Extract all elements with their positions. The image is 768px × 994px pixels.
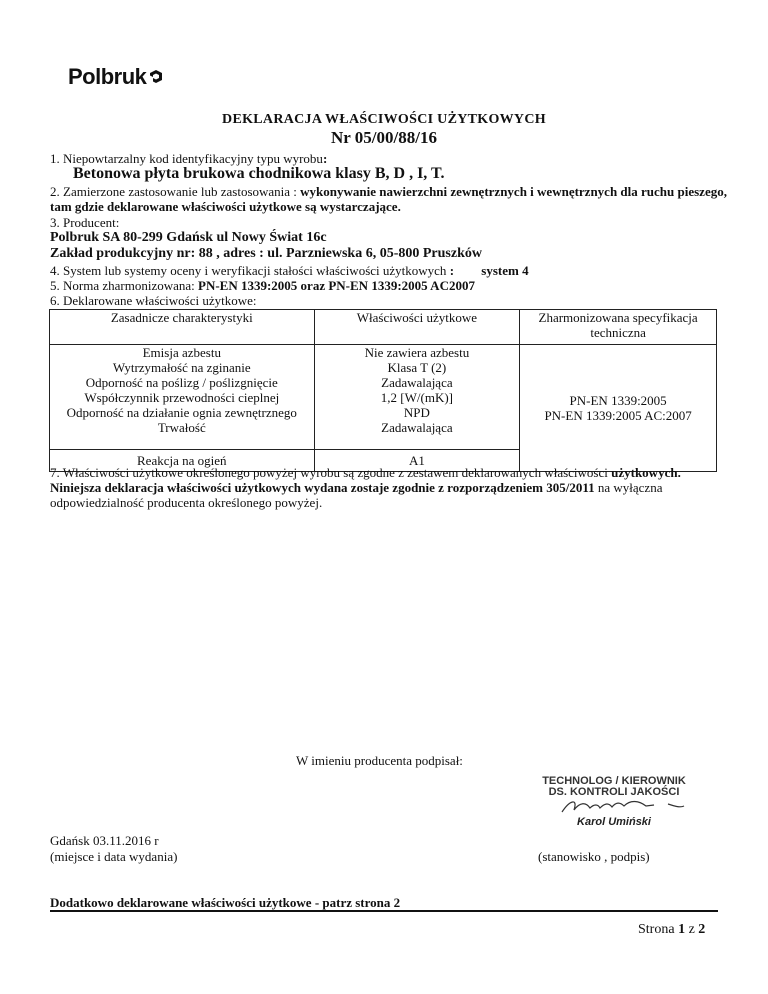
product-name: Betonowa płyta brukowa chodnikowa klasy B, D , I, T.: [73, 165, 445, 182]
additional-note: Dodatkowo deklarowane właściwości użytkowe - patrz strona 2: [50, 895, 401, 910]
characteristic-item: Odporność na poślizg / poślizgnięcie: [85, 375, 278, 390]
section-5-value: PN-EN 1339:2005 oraz PN-EN 1339:2005 AC2007: [198, 278, 475, 293]
page-of: z: [685, 922, 699, 937]
value-item: Klasa T (2): [387, 360, 447, 375]
section-2-value: wykonywanie nawierzchni zewnętrznych i wewnętrznych dla ruchu pieszego, tam gdzie deklarowane właściwości użytkowe są wystarczające.: [50, 184, 727, 214]
section-7-part1: 7. Właściwości użytkowe określonego powyżej wyrobu są zgodne z zestawem deklarowanych właściwości: [50, 465, 612, 480]
producer-address: Polbruk SA 80-299 Gdańsk ul Nowy Świat 16c: [50, 230, 327, 245]
section-4-colon: :: [446, 263, 455, 278]
value-item: NPD: [403, 405, 430, 420]
section-2: [50, 184, 730, 214]
section-1: [50, 151, 327, 166]
section-7-part3: na wyłączna odpowiedzialność producenta określonego powyżej.: [50, 480, 663, 510]
characteristic-item: Reakcja na ogień: [50, 450, 315, 472]
value-item: A1: [314, 450, 520, 472]
section-4-label: 4. System lub systemy oceny i weryfikacji stałości właściwości użytkowych: [50, 263, 447, 278]
signature-label: W imieniu producenta podpisał:: [296, 753, 463, 768]
company-logo: [68, 64, 163, 90]
section-7-part2: użytkowych. Niniejsza deklaracja właściwości użytkowych wydana zostaje zgodnie z rozporządzeniem 305/2011: [50, 465, 681, 495]
document-title: DEKLARACJA WŁAŚCIWOŚCI UŻYTKOWYCH: [222, 112, 546, 127]
value-item: Zadawalająca: [381, 375, 453, 390]
section-1-label: 1. Niepowtarzalny kod identyfikacyjny typu wyrobu: [50, 151, 323, 166]
header-specification: Zharmonizowana specyfikacja techniczna: [520, 310, 717, 345]
characteristic-item: Trwałość: [157, 420, 206, 435]
table-row: [50, 345, 717, 450]
signature-stamp: [534, 776, 694, 828]
place-date-caption: (miejsce i data wydania): [50, 849, 178, 864]
section-5-label: 5. Norma zharmonizowana:: [50, 278, 199, 293]
production-plant: Zakład produkcyjny nr: 88 , adres : ul. Parzniewska 6, 05-800 Pruszków: [50, 246, 482, 261]
value-item: Nie zawiera azbestu: [364, 345, 470, 360]
table-header-row: [50, 310, 717, 345]
section-6-label: 6. Deklarowane właściwości użytkowe:: [50, 293, 257, 308]
page-word: Strona: [638, 922, 679, 937]
section-2-label: 2. Zamierzone zastosowanie lub zastosowania :: [50, 184, 301, 199]
section-3-label: 3. Producent:: [50, 215, 120, 230]
stamp-title-line: DS. KONTROLI JAKOŚCI: [548, 786, 680, 798]
section-5: [50, 278, 475, 293]
header-properties: Właściwości użytkowe: [314, 310, 520, 345]
document-number: Nr 05/00/88/16: [331, 128, 437, 147]
characteristic-item: Współczynnik przewodności cieplnej: [84, 390, 280, 405]
values-cell: [314, 345, 520, 450]
page-current: 1: [678, 922, 686, 937]
logo-text: Polbruk: [68, 64, 147, 89]
stamp-name: Karol Umiński: [577, 816, 651, 828]
page-total: 2: [698, 922, 706, 937]
role-caption: (stanowisko , podpis): [538, 849, 650, 864]
section-4: [50, 263, 730, 278]
section-1-colon: :: [322, 151, 328, 166]
spec-line: PN-EN 1339:2005: [569, 393, 667, 408]
logo-mark-icon: [149, 69, 163, 85]
characteristic-item: Odporność na działanie ognia zewnętrznego: [66, 405, 297, 420]
value-item: 1,2 [W/(mK)]: [380, 390, 453, 405]
section-7: [50, 465, 715, 510]
characteristics-cell: [50, 345, 315, 450]
header-characteristics: Zasadnicze charakterystyki: [50, 310, 315, 345]
properties-table: [49, 309, 717, 472]
footer-divider: [50, 910, 718, 912]
place-date: Gdańsk 03.11.2016 r: [50, 833, 159, 848]
characteristic-item: Emisja azbestu: [142, 345, 221, 360]
handwritten-signature-icon: [534, 796, 694, 814]
stamp-title-line: TECHNOLOG / KIEROWNIK: [542, 775, 686, 787]
specification-cell: [520, 345, 717, 472]
spec-line: PN-EN 1339:2005 AC:2007: [544, 408, 692, 423]
section-4-value: system 4: [481, 263, 529, 278]
page-number: [638, 922, 705, 938]
value-item: Zadawalająca: [381, 420, 453, 435]
characteristic-item: Wytrzymałość na zginanie: [112, 360, 251, 375]
